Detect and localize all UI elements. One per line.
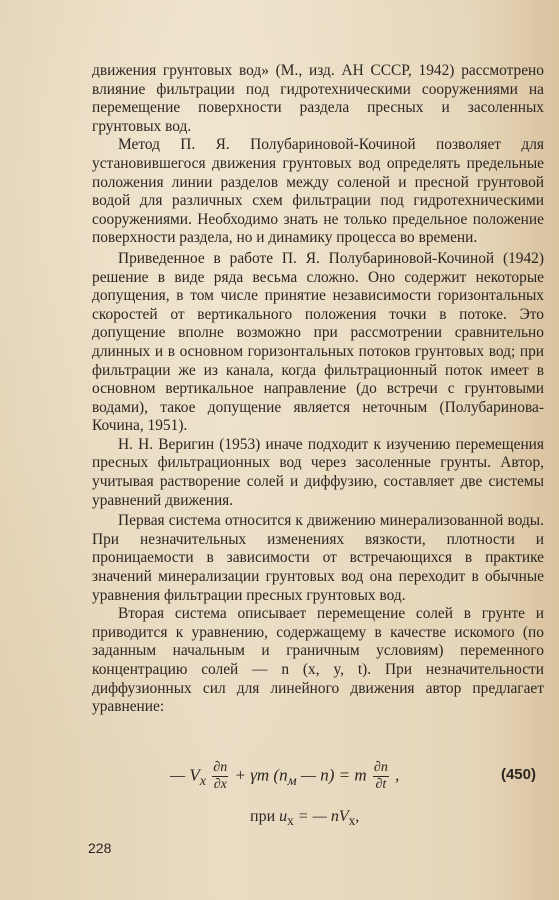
- paragraph-3: Приведенное в работе П. Я. Полубариновой-Кочиной (1942) решение в виде ряда весьма сложно. Оно содержит некоторые допущения, в том числе принятие независимости горизонтальных скоростей от вертикального положения точки в потоке. Это допущение вполне возможно при рассмотрении сравнительно длинных и в основном горизонтальных потоков грунтовых вод; при фильтрации же из канала, когда фильтрационный поток имеет в основном вертикальное направление (до встречи с грунтовыми водами), такое допущение является неточным (Полубаринова-Кочина, 1951).: [92, 249, 544, 435]
- eq-term-2: + γm (n: [234, 765, 288, 785]
- equation-expression: [170, 760, 399, 793]
- eq-term-1: — V: [170, 765, 200, 785]
- condition-tail: ,: [355, 808, 360, 825]
- eq-frac1-numerator: ∂n: [213, 760, 228, 775]
- eq-frac1-denominator: ∂x: [213, 777, 227, 792]
- condition-lhs: u: [279, 808, 288, 825]
- equation-number: (450): [500, 766, 536, 783]
- condition-prefix: при: [250, 808, 276, 825]
- paragraph-6: Вторая система описывает перемещение солей в грунте и приводится к уравнению, содержащему в качестве искомого (по заданным начальным и граничным условиям) переменного концентрацию солей — n (x, y, t). При незначительности диффузионных сил для линейного движения автор предлагает уравнение:: [92, 605, 544, 716]
- eq-tail: ,: [395, 765, 400, 785]
- body-text: [92, 62, 544, 717]
- eq-term-2-sub: м: [287, 772, 297, 789]
- eq-term-3: — n) = m: [300, 765, 367, 785]
- eq-fraction-dn-dt: [373, 760, 389, 793]
- condition-rhs-sub: x: [348, 813, 356, 829]
- condition-lhs-sub: x: [287, 813, 294, 829]
- eq-frac2-numerator: ∂n: [373, 760, 388, 775]
- condition-rhs: = — nV: [297, 808, 349, 825]
- paragraph-4: Н. Н. Веригин (1953) иначе подходит к изучению перемещения пресных фильтрационных вод через засоленные грунты. Автор, учитывая растворение солей и диффузию, составляет две системы уравнений движения.: [92, 435, 544, 509]
- paragraph-1: движения грунтовых вод» (М., изд. АН СССР, 1942) рассмотрено влияние фильтрации под гидротехническими сооружениями на перемещение поверхности раздела пресных и засоленных грунтовых вод.: [92, 62, 544, 135]
- paragraph-2: Метод П. Я. Полубариновой-Кочиной позволяет для установившегося движения грунтовых вод определять предельные положения линии разделов между соленой и пресной грунтовой водой для различных схем фильтрации под гидротехническими сооружениями. Необходимо знать не только предельное положение поверхности раздела, но и динамику процесса во времени.: [92, 136, 544, 247]
- eq-frac2-denominator: ∂t: [375, 777, 387, 792]
- paragraph-5: Первая система относится к движению минерализованной воды. При незначительных изменениях вязкости, плотности и проницаемости в зависимости от встречающихся в практике значений минерализации грунтовых вод она переходит в обычные уравнения фильтрации пресных грунтовых вод.: [92, 512, 544, 604]
- eq-fraction-dn-dx: [212, 760, 228, 793]
- eq-term-1-sub: x: [199, 772, 207, 789]
- equation-condition: [250, 808, 359, 829]
- equation-450: [92, 760, 544, 800]
- page-number: 228: [88, 840, 112, 856]
